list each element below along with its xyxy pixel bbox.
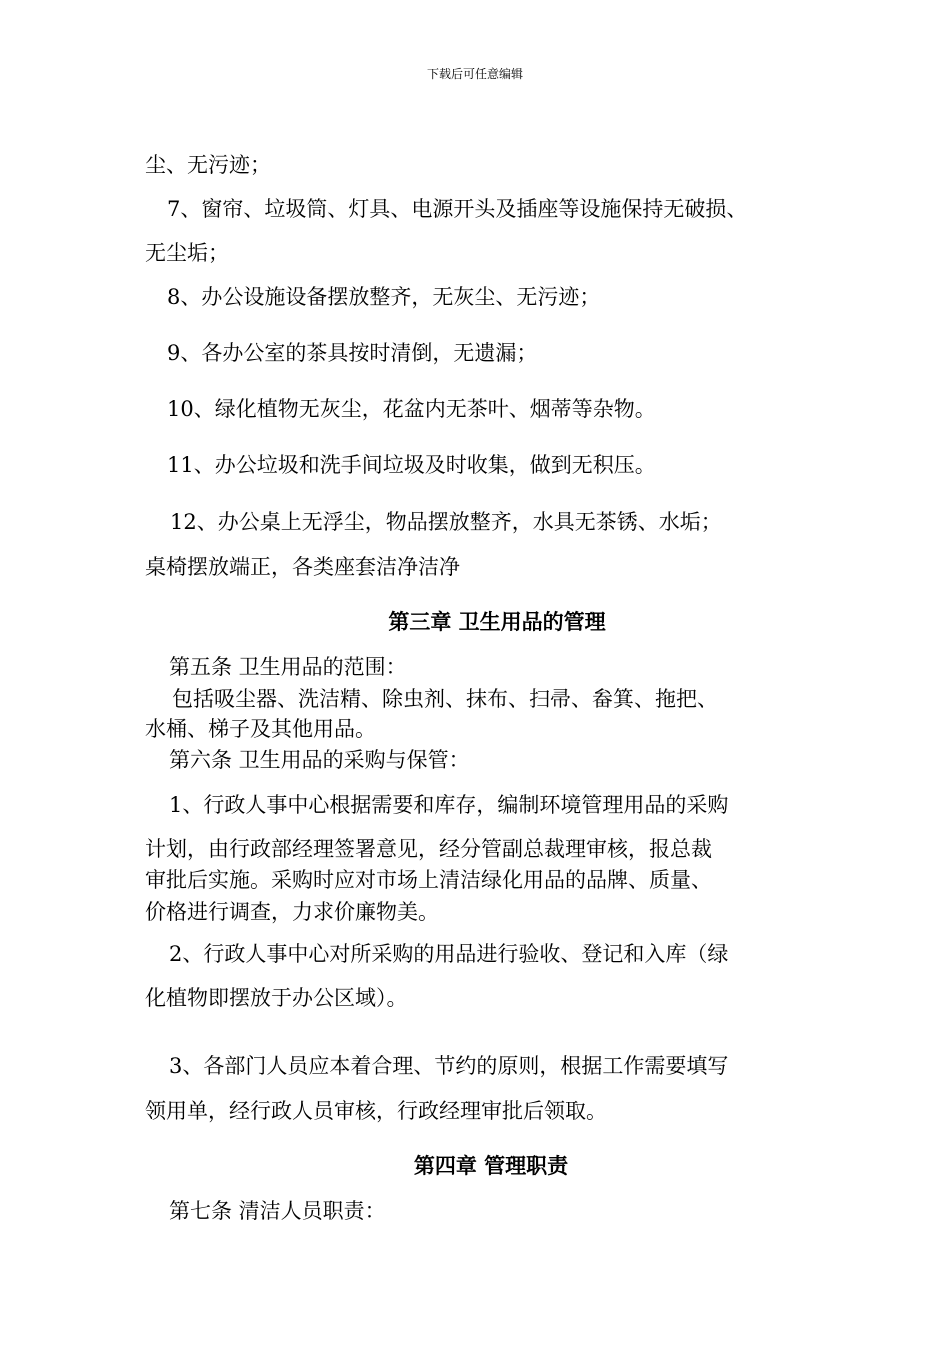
text-line: 10、绿化植物无灰尘，花盆内无茶叶、烟蒂等杂物。 (167, 397, 656, 421)
text-line: 7、窗帘、垃圾筒、灯具、电源开头及插座等设施保持无破损、 (167, 197, 748, 221)
chapter-heading: 第三章 卫生用品的管理 (388, 609, 606, 634)
text-line: 无尘垢； (145, 241, 229, 265)
text-line: 12、办公桌上无浮尘，物品摆放整齐，水具无茶锈、水垢； (170, 510, 722, 534)
text-line: 第五条 卫生用品的范围： (169, 655, 407, 679)
chapter-heading: 第四章 管理职责 (413, 1153, 569, 1178)
text-line: 尘、无污迹； (145, 153, 271, 177)
text-line: 1、行政人事中心根据需要和库存，编制环境管理用品的采购 (169, 793, 729, 817)
text-line: 审批后实施。采购时应对市场上清洁绿化用品的品牌、质量、 (145, 868, 712, 892)
text-line: 领用单，经行政人员审核，行政经理审批后领取。 (145, 1099, 607, 1123)
text-line: 水桶、梯子及其他用品。 (145, 717, 376, 741)
text-line: 化植物即摆放于办公区域）。 (145, 986, 408, 1010)
text-line: 计划，由行政部经理签署意见，经分管副总裁理审核，报总裁 (145, 837, 712, 861)
text-line: 8、办公设施设备摆放整齐，无灰尘、无污迹； (167, 285, 601, 309)
text-line: 第七条 清洁人员职责： (169, 1199, 386, 1223)
text-line: 3、各部门人员应本着合理、节约的原则，根据工作需要填写 (169, 1054, 729, 1078)
text-line: 第六条 卫生用品的采购与保管： (169, 748, 470, 772)
text-line: 2、行政人事中心对所采购的用品进行验收、登记和入库（绿 (169, 942, 729, 966)
text-line: 11、办公垃圾和洗手间垃圾及时收集，做到无积压。 (167, 453, 656, 477)
text-line: 包括吸尘器、洗洁精、除虫剂、抹布、扫帚、畚箕、拖把、 (172, 687, 718, 711)
text-line: 价格进行调查，力求价廉物美。 (145, 900, 439, 924)
text-line: 桌椅摆放端正，各类座套洁净洁净 (145, 555, 460, 579)
text-line: 9、各办公室的茶具按时清倒，无遗漏； (167, 341, 538, 365)
page-header: 下载后可任意编辑 (426, 67, 523, 81)
